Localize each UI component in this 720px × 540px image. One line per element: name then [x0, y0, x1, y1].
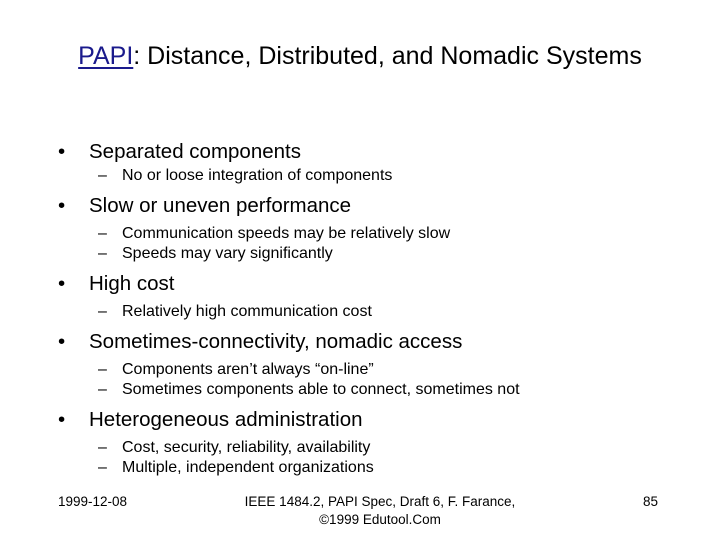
dash-icon: –: [98, 459, 107, 476]
sub-bullet-item: [58, 244, 698, 264]
sub-bullet-text: Cost, security, reliability, availability: [122, 439, 371, 456]
bullet-item: [58, 138, 698, 166]
dash-icon: –: [98, 381, 107, 398]
sub-bullet-item: [58, 224, 698, 244]
sub-bullet-item: [58, 458, 698, 478]
bullet-dot-icon: •: [58, 408, 66, 431]
bullet-dot-icon: •: [58, 330, 66, 353]
footer-credits: [210, 493, 550, 529]
sub-bullet-text: Multiple, independent organizations: [122, 459, 374, 476]
sub-bullet-text: Communication speeds may be relatively slow: [122, 225, 451, 242]
page-number: 85: [642, 494, 658, 509]
sub-bullet-text: Relatively high communication cost: [122, 303, 372, 320]
bullet-list: [58, 138, 698, 478]
slide-title: [0, 40, 720, 72]
bullet-dot-icon: •: [58, 140, 66, 163]
bullet-dot-icon: •: [58, 194, 66, 217]
bullet-item: [58, 192, 698, 220]
bullet-text: Separated components: [89, 140, 301, 163]
sub-bullet-text: No or loose integration of components: [122, 167, 393, 184]
bullet-text: Sometimes-connectivity, nomadic access: [89, 330, 463, 353]
bullet-item: [58, 270, 698, 298]
sub-bullet-text: Speeds may vary significantly: [122, 245, 333, 262]
dash-icon: –: [98, 303, 107, 320]
sub-bullet-item: [58, 438, 698, 458]
dash-icon: –: [98, 225, 107, 242]
sub-bullet-text: Components aren’t always “on-line”: [122, 361, 374, 378]
footer-credits-line2: ©1999 Edutool.Com: [319, 512, 441, 527]
bullet-text: Slow or uneven performance: [89, 194, 352, 217]
sub-bullet-item: [58, 302, 698, 322]
dash-icon: –: [98, 245, 107, 262]
dash-icon: –: [98, 167, 107, 184]
footer-credits-line1: IEEE 1484.2, PAPI Spec, Draft 6, F. Farance,: [244, 494, 516, 509]
dash-icon: –: [98, 361, 107, 378]
papi-link[interactable]: PAPI: [78, 42, 134, 70]
title-text: : Distance, Distributed, and Nomadic Systems: [133, 42, 642, 70]
bullet-item: [58, 328, 698, 356]
bullet-dot-icon: •: [58, 272, 66, 295]
sub-bullet-item: [58, 360, 698, 380]
sub-bullet-text: Sometimes components able to connect, sometimes not: [122, 381, 520, 398]
bullet-text: Heterogeneous administration: [89, 408, 363, 431]
sub-bullet-item: [58, 166, 698, 186]
sub-bullet-item: [58, 380, 698, 400]
dash-icon: –: [98, 439, 107, 456]
footer-date: 1999-12-08: [58, 494, 128, 509]
bullet-item: [58, 406, 698, 434]
bullet-text: High cost: [89, 272, 175, 295]
